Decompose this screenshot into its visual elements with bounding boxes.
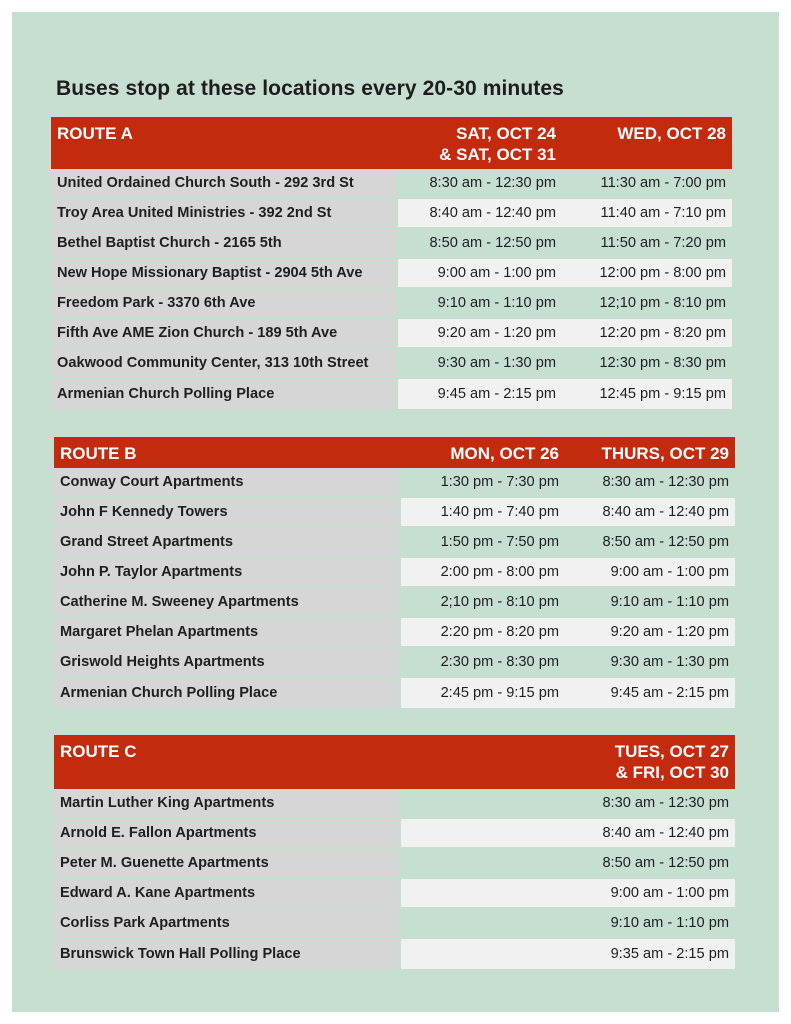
stop-location: Peter M. Guenette Apartments: [54, 849, 399, 879]
stop-time: 8:30 am - 12:30 pm: [565, 468, 735, 498]
stop-time: 2:00 pm - 8:00 pm: [399, 558, 565, 588]
stop-time: 8:40 am - 12:40 pm: [396, 199, 562, 229]
route-name: ROUTE C: [54, 735, 399, 789]
route-date-header: [562, 117, 732, 169]
stop-time: 9:45 am - 2:15 pm: [396, 379, 562, 409]
stop-time: 1:30 pm - 7:30 pm: [399, 468, 565, 498]
stop-time: 8:50 am - 12:50 pm: [399, 849, 735, 879]
table-row: [54, 939, 735, 969]
stop-time: 9:20 am - 1:20 pm: [565, 618, 735, 648]
stop-location: Conway Court Apartments: [54, 468, 399, 498]
stop-time: 8:50 am - 12:50 pm: [396, 229, 562, 259]
table-row: [54, 648, 735, 678]
stop-location: Griswold Heights Apartments: [54, 648, 399, 678]
date-label: SAT, OCT 24 & SAT, OCT 31: [439, 124, 556, 164]
route-date-header: [396, 117, 562, 169]
stop-location: United Ordained Church South - 292 3rd St: [51, 169, 396, 199]
table-row: [51, 289, 732, 319]
table-row: [54, 468, 735, 498]
stop-time: 9:00 am - 1:00 pm: [399, 879, 735, 909]
table-row: [54, 498, 735, 528]
stop-time: 9:30 am - 1:30 pm: [565, 648, 735, 678]
table-row: [54, 558, 735, 588]
stop-time: 12;10 pm - 8:10 pm: [562, 289, 732, 319]
page-title: Buses stop at these locations every 20-30 minutes: [56, 77, 564, 100]
table-row: [54, 849, 735, 879]
stop-time: 8:30 am - 12:30 pm: [399, 789, 735, 819]
date-label: THURS, OCT 29: [601, 444, 729, 463]
stop-location: Arnold E. Fallon Apartments: [54, 819, 399, 849]
table-row: [51, 229, 732, 259]
stop-location: John F Kennedy Towers: [54, 498, 399, 528]
date-label: WED, OCT 28: [617, 124, 726, 143]
stop-time: 9:00 am - 1:00 pm: [396, 259, 562, 289]
stop-time: 9:10 am - 1:10 pm: [396, 289, 562, 319]
stop-time: 12:00 pm - 8:00 pm: [562, 259, 732, 289]
stop-time: 12:45 pm - 9:15 pm: [562, 379, 732, 409]
stop-time: 9:45 am - 2:15 pm: [565, 678, 735, 708]
table-row: [54, 879, 735, 909]
route-b-table: [54, 437, 735, 708]
route-date-header: [565, 437, 735, 468]
table-row: [51, 379, 732, 409]
stop-time: 8:40 am - 12:40 pm: [399, 819, 735, 849]
stop-time: 9:00 am - 1:00 pm: [565, 558, 735, 588]
date-label: MON, OCT 26: [450, 444, 559, 463]
table-row: [51, 319, 732, 349]
table-row: [54, 528, 735, 558]
stop-time: 8:30 am - 12:30 pm: [396, 169, 562, 199]
stop-time: 9:20 am - 1:20 pm: [396, 319, 562, 349]
table-row: [51, 259, 732, 289]
stop-time: 9:10 am - 1:10 pm: [399, 909, 735, 939]
stop-location: Brunswick Town Hall Polling Place: [54, 939, 399, 969]
table-row: [51, 169, 732, 199]
stop-location: Troy Area United Ministries - 392 2nd St: [51, 199, 396, 229]
stop-time: 11:40 am - 7:10 pm: [562, 199, 732, 229]
stop-time: 2;10 pm - 8:10 pm: [399, 588, 565, 618]
stop-location: Oakwood Community Center, 313 10th Street: [51, 349, 396, 379]
stop-time: 12:20 pm - 8:20 pm: [562, 319, 732, 349]
stop-time: 1:40 pm - 7:40 pm: [399, 498, 565, 528]
table-row: [54, 819, 735, 849]
route-name: ROUTE A: [51, 117, 396, 169]
stop-location: John P. Taylor Apartments: [54, 558, 399, 588]
route-name: ROUTE B: [54, 437, 399, 468]
stop-location: Margaret Phelan Apartments: [54, 618, 399, 648]
stop-location: Corliss Park Apartments: [54, 909, 399, 939]
stop-time: 8:50 am - 12:50 pm: [565, 528, 735, 558]
stop-time: 9:35 am - 2:15 pm: [399, 939, 735, 969]
stop-location: Martin Luther King Apartments: [54, 789, 399, 819]
table-row: [51, 199, 732, 229]
stop-time: 2:30 pm - 8:30 pm: [399, 648, 565, 678]
stop-time: 9:30 am - 1:30 pm: [396, 349, 562, 379]
stop-time: 11:30 am - 7:00 pm: [562, 169, 732, 199]
table-row: [54, 618, 735, 648]
date-label: TUES, OCT 27 & FRI, OCT 30: [614, 742, 729, 782]
table-row: [54, 588, 735, 618]
table-row: [54, 909, 735, 939]
stop-location: Fifth Ave AME Zion Church - 189 5th Ave: [51, 319, 396, 349]
table-row: [54, 678, 735, 708]
route-date-header: [399, 437, 565, 468]
stop-location: Armenian Church Polling Place: [54, 678, 399, 708]
stop-time: 11:50 am - 7:20 pm: [562, 229, 732, 259]
table-row: [51, 349, 732, 379]
stop-time: 8:40 am - 12:40 pm: [565, 498, 735, 528]
stop-time: 2:20 pm - 8:20 pm: [399, 618, 565, 648]
stop-location: Grand Street Apartments: [54, 528, 399, 558]
stop-location: Catherine M. Sweeney Apartments: [54, 588, 399, 618]
route-c-table: [54, 735, 735, 969]
route-a-table: [51, 117, 732, 409]
stop-time: 2:45 pm - 9:15 pm: [399, 678, 565, 708]
stop-location: Freedom Park - 3370 6th Ave: [51, 289, 396, 319]
stop-location: New Hope Missionary Baptist - 2904 5th Ave: [51, 259, 396, 289]
table-row: [54, 789, 735, 819]
stop-location: Edward A. Kane Apartments: [54, 879, 399, 909]
stop-time: 9:10 am - 1:10 pm: [565, 588, 735, 618]
stop-time: 1:50 pm - 7:50 pm: [399, 528, 565, 558]
stop-location: Bethel Baptist Church - 2165 5th: [51, 229, 396, 259]
stop-location: Armenian Church Polling Place: [51, 379, 396, 409]
stop-time: 12:30 pm - 8:30 pm: [562, 349, 732, 379]
route-date-header: [399, 735, 735, 789]
